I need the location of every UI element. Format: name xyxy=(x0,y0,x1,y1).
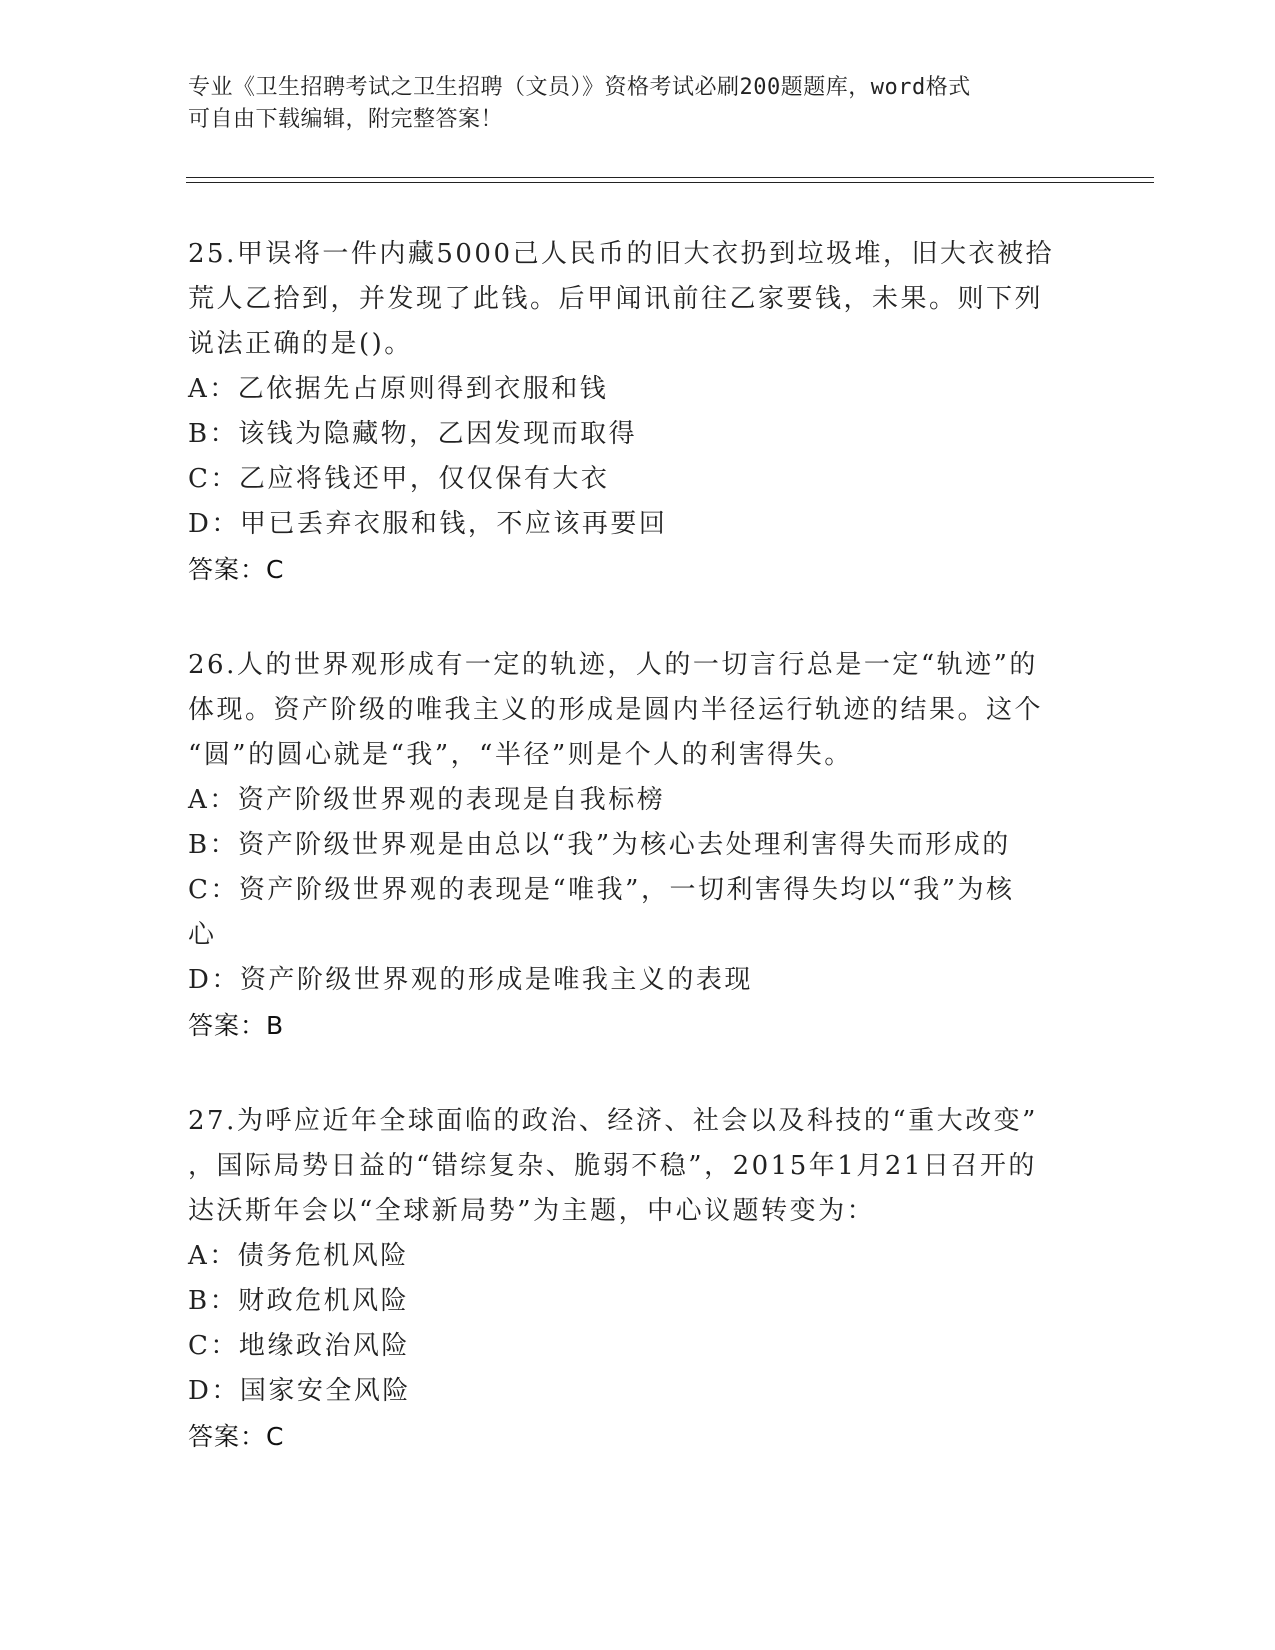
header-line-2: 可自由下载编辑，附完整答案！ xyxy=(188,107,504,132)
question-stem-line: 体现。资产阶级的唯我主义的形成是圆内半径运行轨迹的结果。这个 xyxy=(188,695,1044,725)
question-stem-line: 达沃斯年会以“全球新局势”为主题，中心议题转变为： xyxy=(188,1196,876,1226)
option-d: D：国家安全风险 xyxy=(188,1376,411,1406)
question-26 xyxy=(188,643,1088,1048)
question-stem-line: 26.人的世界观形成有一定的轨迹，人的一切言行总是一定“轨迹”的 xyxy=(188,650,1038,680)
header-divider-top xyxy=(186,177,1154,178)
question-27 xyxy=(188,1099,1088,1459)
option-c: C：资产阶级世界观的表现是“唯我”，一切利害得失均以“我”为核 xyxy=(188,875,1015,905)
option-a: A：资产阶级世界观的表现是自我标榜 xyxy=(188,785,666,815)
question-stem-line: “圆”的圆心就是“我”，“半径”则是个人的利害得失。 xyxy=(188,740,853,770)
header-divider-bottom xyxy=(186,182,1154,183)
question-25 xyxy=(188,232,1088,592)
option-a: A：乙依据先占原则得到衣服和钱 xyxy=(188,374,609,404)
option-c: C：乙应将钱还甲，仅仅保有大衣 xyxy=(188,464,610,494)
option-a: A：债务危机风险 xyxy=(188,1241,409,1271)
question-stem-line: 说法正确的是()。 xyxy=(188,329,413,359)
question-stem-line: ，国际局势日益的“错综复杂、脆弱不稳”，2015年1月21日召开的 xyxy=(188,1151,1037,1181)
question-stem-line: 27.为呼应近年全球面临的政治、经济、社会以及科技的“重大改变” xyxy=(188,1106,1038,1136)
option-d: D：资产阶级世界观的形成是唯我主义的表现 xyxy=(188,965,753,995)
option-c-continued: 心 xyxy=(188,920,217,950)
answer: 答案：B xyxy=(188,1011,285,1040)
option-c: C：地缘政治风险 xyxy=(188,1331,410,1361)
option-b: B：该钱为隐藏物，乙因发现而取得 xyxy=(188,419,638,449)
option-b: B：财政危机风险 xyxy=(188,1286,410,1316)
question-stem-line: 25.甲误将一件内藏5000己人民币的旧大衣扔到垃圾堆，旧大衣被拾 xyxy=(188,239,1055,269)
document-header xyxy=(188,72,1088,136)
answer: 答案：C xyxy=(188,1422,285,1451)
header-line-1: 专业《卫生招聘考试之卫生招聘（文员）》资格考试必刷200题题库，word格式 xyxy=(188,75,971,100)
question-stem-line: 荒人乙拾到，并发现了此钱。后甲闻讯前往乙家要钱，未果。则下列 xyxy=(188,284,1044,314)
answer: 答案：C xyxy=(188,555,285,584)
option-b: B：资产阶级世界观是由总以“我”为核心去处理利害得失而形成的 xyxy=(188,830,1011,860)
option-d: D：甲已丢弃衣服和钱，不应该再要回 xyxy=(188,509,668,539)
